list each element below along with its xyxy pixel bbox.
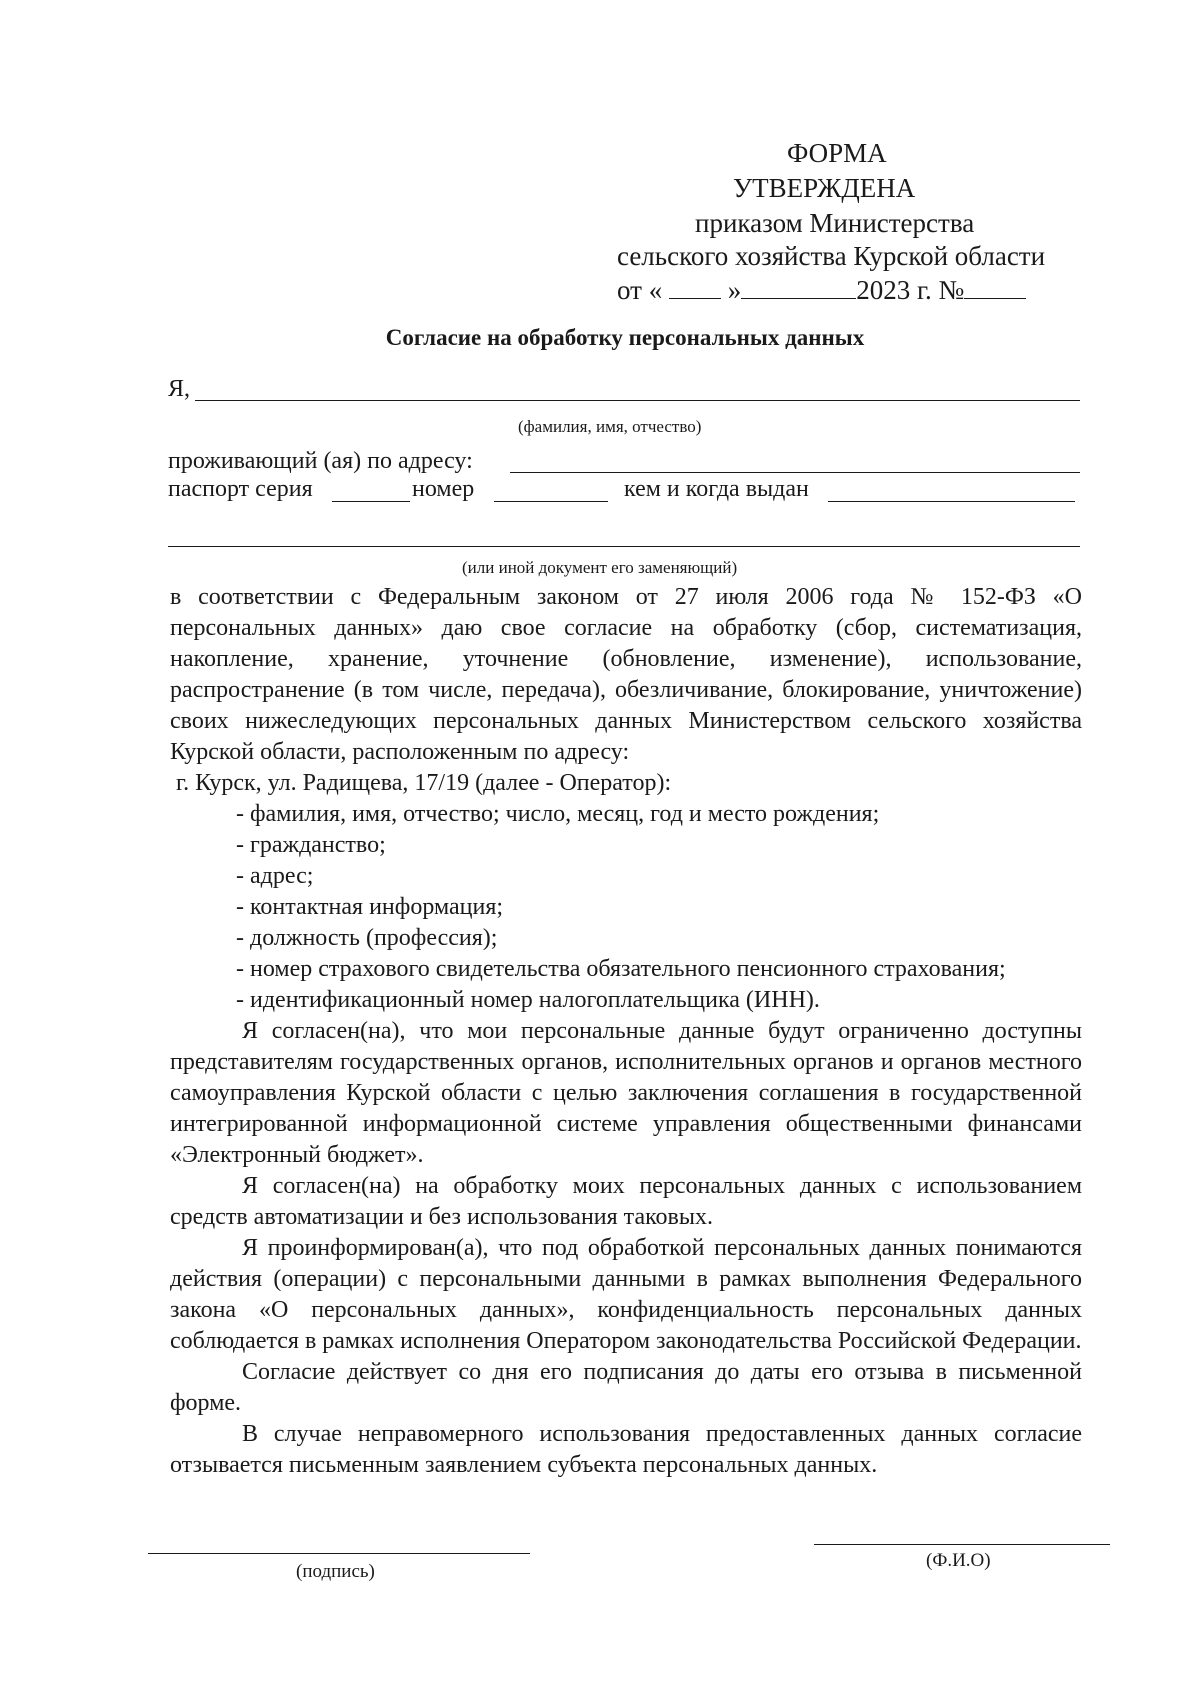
date-prefix: от « bbox=[617, 275, 663, 305]
passport-issued-line[interactable] bbox=[828, 501, 1075, 502]
passport-issued-label: кем и когда выдан bbox=[624, 476, 809, 502]
header-date-line bbox=[617, 272, 1026, 308]
fio-signature-line[interactable] bbox=[814, 1544, 1110, 1545]
passport-series-label: паспорт серия bbox=[168, 476, 313, 502]
paragraph-revocation: В случае неправомерного использования предоставленных данных согласие отзывается письменным заявлением субъекта персональных данных. bbox=[170, 1421, 1082, 1478]
document-title: Согласие на обработку персональных данных bbox=[385, 325, 865, 350]
other-document-line[interactable] bbox=[168, 546, 1080, 547]
passport-series-line[interactable] bbox=[332, 501, 410, 502]
paragraph-informed: Я проинформирован(а), что под обработкой персональных данных понимаются действия (операции) с персональными данными в рамках выполнения Федерального закона «О персональных данных», конфиденциальность персональных данных соблюдается в рамках исполнения Оператором законодательства Российской Федерации. bbox=[170, 1235, 1082, 1354]
order-number-blank[interactable] bbox=[964, 272, 1026, 299]
list-item: - контактная информация; bbox=[236, 894, 504, 920]
consent-body bbox=[170, 582, 1082, 1481]
passport-number-label: номер bbox=[412, 476, 475, 502]
doc-caption: (или иной документ его заменяющий) bbox=[462, 558, 738, 577]
list-item: - фамилия, имя, отчество; число, месяц, год и место рождения; bbox=[236, 801, 880, 827]
list-item: - должность (профессия); bbox=[236, 925, 498, 951]
signature-caption: (подпись) bbox=[296, 1561, 375, 1582]
fio-signature-caption: (Ф.И.О) bbox=[926, 1550, 991, 1571]
paragraph-access: Я согласен(на), что мои персональные данные будут ограниченно доступны представителям государственных органов, исполнительных органов и органов местного самоуправления Курской области с целью заключения соглашения в государственной интегрированной информационной системе управления общественными финансами «Электронный бюджет». bbox=[170, 1018, 1082, 1168]
header-ministry: сельского хозяйства Курской области bbox=[617, 241, 1046, 271]
address-label: проживающий (ая) по адресу: bbox=[168, 448, 473, 474]
paragraph-validity: Согласие действует со дня его подписания до даты его отзыва в письменной форме. bbox=[170, 1359, 1082, 1416]
paragraph-automation: Я согласен(на) на обработку моих персональных данных с использованием средств автоматизации и без использования таковых. bbox=[170, 1173, 1082, 1230]
address-line[interactable] bbox=[510, 472, 1080, 473]
header-approved: УТВЕРЖДЕНА bbox=[733, 173, 916, 203]
header-forma: ФОРМА bbox=[787, 138, 887, 168]
fio-line[interactable] bbox=[195, 400, 1080, 401]
date-month-blank[interactable] bbox=[741, 272, 856, 299]
date-day-blank[interactable] bbox=[669, 272, 721, 299]
signature-line[interactable] bbox=[148, 1553, 530, 1554]
list-item-snils: - номер страхового свидетельства обязательного пенсионного страхования; bbox=[236, 956, 1006, 982]
fio-caption: (фамилия, имя, отчество) bbox=[518, 417, 702, 436]
list-item: - адрес; bbox=[236, 863, 314, 889]
intro-paragraph: в соответствии с Федеральным законом от 27 июля 2006 года № 152-ФЗ «О персональных данных» даю свое согласие на обработку (сбор, систематизация, накопление, хранение, уточнение (обновление, изменение), использование, распространение (в том числе, передача), обезличивание, блокирование, уничтожение) своих нижеследующих персональных данных Министерством сельского хозяйства Курской области, расположенным по адресу: bbox=[170, 584, 1082, 765]
list-item: - гражданство; bbox=[236, 832, 386, 858]
date-mid: » bbox=[727, 275, 742, 305]
date-year: 2023 г. № bbox=[856, 275, 965, 305]
ya-label: Я, bbox=[168, 376, 191, 402]
operator-address: г. Курск, ул. Радищева, 17/19 (далее - Оператор): bbox=[176, 770, 672, 796]
passport-number-line[interactable] bbox=[494, 501, 608, 502]
list-item-inn: - идентификационный номер налогоплательщика (ИНН). bbox=[236, 987, 820, 1013]
header-order: приказом Министерства bbox=[695, 208, 975, 238]
